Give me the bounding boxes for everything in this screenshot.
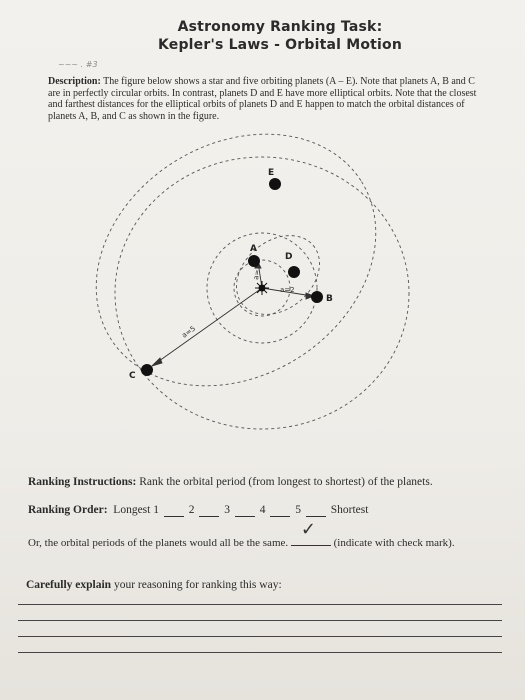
star-icon [255, 281, 269, 295]
ranking-order [28, 504, 498, 517]
label-e: E [268, 168, 275, 178]
answer-line-1[interactable] [18, 604, 502, 605]
label-c: C [129, 371, 136, 381]
title-line-1: Astronomy Ranking Task: [177, 19, 383, 35]
ranking-instructions-text: Rank the orbital period (from longest to shortest) of the planets. [139, 476, 433, 488]
same-period-text-2: (indicate with check mark). [333, 537, 455, 549]
arrowhead-c [152, 358, 162, 366]
rank-longest: Longest 1 [113, 504, 159, 516]
rank-blank-2[interactable] [199, 504, 219, 517]
description-label: Description: [48, 76, 101, 87]
answer-line-4[interactable] [18, 652, 502, 653]
ranking-order-label: Ranking Order: [28, 504, 108, 516]
check-blank[interactable] [291, 519, 331, 546]
label-a2: a=2 [280, 286, 295, 294]
planet-e [269, 178, 281, 190]
check-mark-icon: ✓ [300, 519, 316, 540]
explain-text: your reasoning for ranking this way: [113, 579, 282, 591]
title-line-2: Kepler's Laws - Orbital Motion [157, 37, 403, 53]
radius-arrow-c [152, 288, 262, 366]
label-b: B [326, 294, 333, 304]
description-text: The figure below shows a star and five orbiting planets (A – E). Note that planets A, B and C are in perfectly circular orbits. In contrast, planets D and E have more elliptical orbits. Note that the closest and farthest distances for the elliptical orbits of planets D and E happen to match the orbital distances of planets A, B, and C as shown in the figure. [48, 76, 477, 122]
same-period-option [28, 519, 498, 550]
planet-c [141, 364, 153, 376]
explain-prompt [26, 579, 282, 591]
label-a5: a=5 [180, 324, 197, 340]
answer-line-3[interactable] [18, 636, 502, 637]
label-a: A [250, 244, 257, 254]
same-period-text: Or, the orbital periods of the planets would all be the same. [28, 537, 289, 549]
rank-shortest: Shortest [330, 504, 369, 516]
orbit-e [49, 83, 423, 437]
orbit-d [221, 219, 335, 330]
label-d: D [285, 252, 293, 262]
rank-blank-1[interactable] [164, 504, 184, 517]
planet-b [311, 291, 323, 303]
rank-blank-4[interactable] [270, 504, 290, 517]
rank-blank-5[interactable] [306, 504, 326, 517]
ranking-instructions [28, 476, 498, 488]
rank-4: 4 [259, 504, 266, 516]
explain-label: Carefully explain [26, 579, 112, 591]
label-a1: a=1 [252, 264, 263, 281]
rank-3: 3 [224, 504, 230, 516]
handwritten-name: ~~~ . #3 [58, 60, 98, 69]
rank-2: 2 [188, 504, 195, 516]
rank-5: 5 [295, 504, 301, 516]
rank-blank-3[interactable] [235, 504, 255, 517]
planet-d [288, 266, 300, 278]
ranking-instructions-label: Ranking Instructions: [28, 476, 137, 488]
answer-line-2[interactable] [18, 620, 502, 621]
